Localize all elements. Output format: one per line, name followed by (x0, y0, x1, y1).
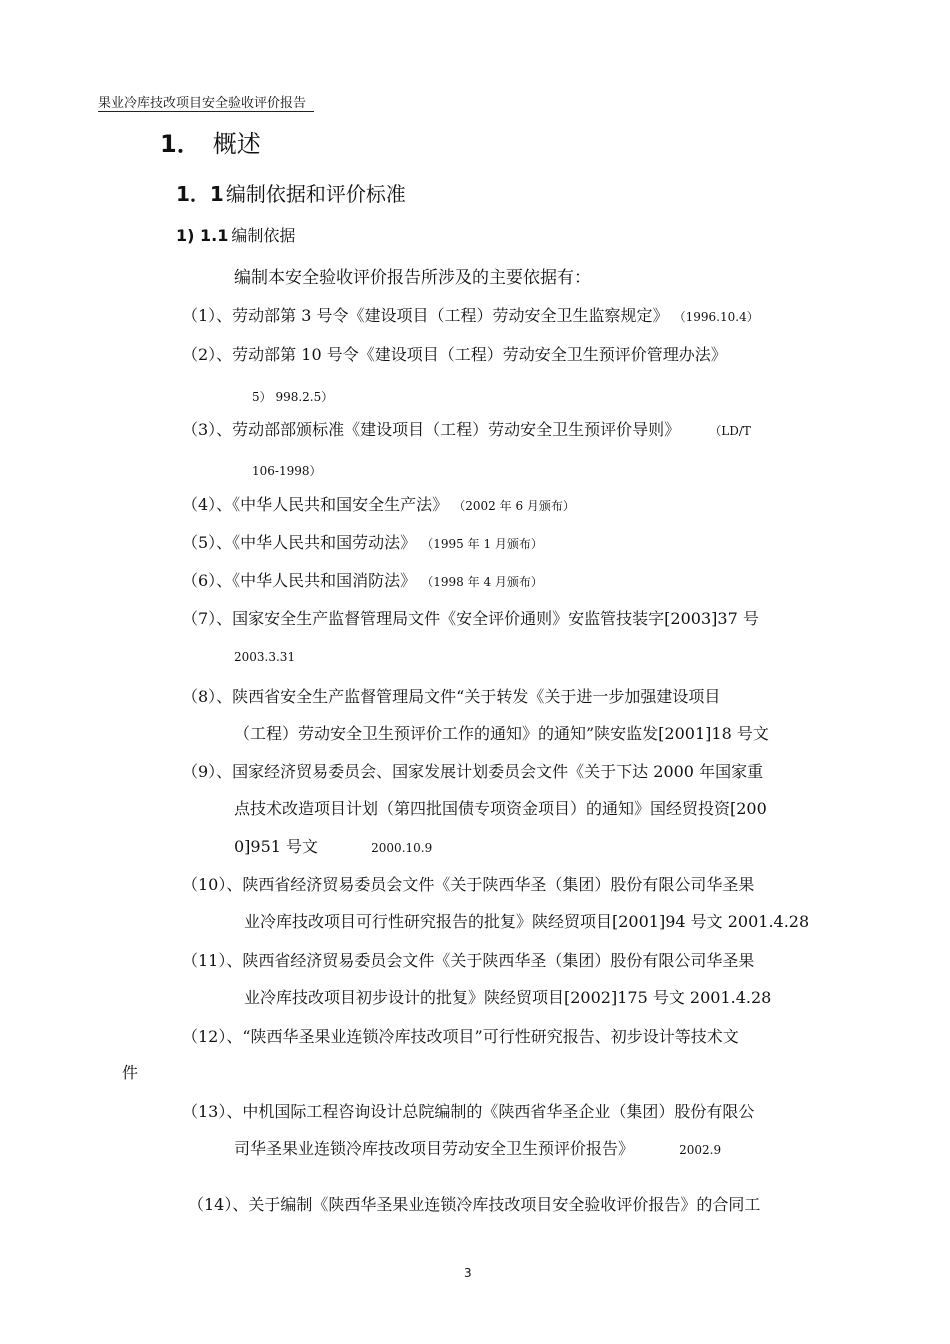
reference-continuation: 2003.3.31 (234, 650, 296, 664)
reference-continuation: 件 (122, 1063, 139, 1082)
heading-title: 编制依据 (231, 226, 296, 245)
reference-continuation: 106-1998） (252, 464, 322, 478)
reference-text: （5）、《中华人民共和国劳动法》 (182, 533, 417, 552)
heading-number: 1． (160, 130, 201, 158)
reference-item (182, 568, 543, 591)
reference-continuation: 点技术改造项目计划（第四批国债专项资金项目）的通知》国经贸投资[200 (234, 799, 767, 818)
reference-item (182, 303, 759, 326)
heading-number: 1) 1.1 (176, 226, 229, 245)
reference-item (182, 530, 543, 553)
reference-text: （1）、劳动部第 3 号令《建设项目（工程）劳动安全卫生监察规定》 (182, 306, 669, 325)
reference-text: （4）、《中华人民共和国安全生产法》 (182, 495, 449, 514)
reference-continuation (234, 1136, 721, 1159)
running-header: 果业冷库技改项目安全验收评价报告 (98, 96, 314, 112)
heading-title: 概述 (212, 130, 261, 158)
reference-date: 2000.10.9 (371, 841, 433, 855)
heading-title: 编制依据和评价标准 (225, 182, 406, 206)
reference-date: （1996.10.4） (673, 310, 759, 324)
reference-date: 2002.9 (679, 1143, 722, 1157)
reference-continuation: 业冷库技改项目初步设计的批复》陕经贸项目[2002]175 号文 2001.4.28 (244, 988, 772, 1007)
reference-item: （13）、中机国际工程咨询设计总院编制的《陕西省华圣企业（集团）股份有限公 (182, 1102, 755, 1121)
reference-date: （LD/T (709, 424, 751, 438)
reference-date: （1998 年 4 月颁布） (421, 575, 543, 589)
heading-number: 1．1 (176, 182, 224, 206)
reference-item: （11）、陕西省经济贸易委员会文件《关于陕西华圣（集团）股份有限公司华圣果 (182, 951, 755, 970)
reference-text: （6）、《中华人民共和国消防法》 (182, 571, 417, 590)
reference-item: （7）、国家安全生产监督管理局文件《安全评价通则》安监管技装字[2003]37 号 (182, 609, 759, 628)
reference-item (182, 492, 575, 515)
reference-item: （12）、“陕西华圣果业连锁冷库技改项目”可行性研究报告、初步设计等技术文 (182, 1027, 739, 1046)
reference-item: （9）、国家经济贸易委员会、国家发展计划委员会文件《关于下达 2000 年国家重 (182, 762, 764, 781)
reference-continuation: 业冷库技改项目可行性研究报告的批复》陕经贸项目[2001]94 号文 2001.4.28 (244, 912, 810, 931)
reference-item: （10）、陕西省经济贸易委员会文件《关于陕西华圣（集团）股份有限公司华圣果 (182, 875, 755, 894)
reference-date: （1995 年 1 月颁布） (421, 537, 543, 551)
reference-item (182, 417, 751, 440)
reference-date: （2002 年 6 月颁布） (453, 499, 575, 513)
reference-continuation: （工程）劳动安全卫生预评价工作的通知》的通知”陕安监发[2001]18 号文 (234, 724, 769, 743)
reference-item: （14）、关于编制《陕西华圣果业连锁冷库技改项目安全验收评价报告》的合同工 (188, 1195, 761, 1214)
reference-continuation (234, 834, 432, 857)
reference-text: 司华圣果业连锁冷库技改项目劳动安全卫生预评价报告》 (234, 1139, 635, 1158)
section-heading-1 (160, 124, 261, 159)
section-heading-1-1 (176, 178, 406, 207)
reference-continuation: 5） 998.2.5） (252, 390, 334, 404)
reference-item: （8）、陕西省安全生产监督管理局文件“关于转发《关于进一步加强建设项目 (182, 687, 721, 706)
reference-text: 0]951 号文 (234, 837, 319, 856)
intro-paragraph: 编制本安全验收评价报告所涉及的主要依据有： (234, 268, 591, 288)
page-number: 3 (464, 1266, 472, 1280)
reference-item: （2）、劳动部第 10 号令《建设项目（工程）劳动安全卫生预评价管理办法》 (182, 345, 727, 364)
reference-text: （3）、劳动部部颁标准《建设项目（工程）劳动安全卫生预评价导则》 (182, 420, 681, 439)
subsection-heading (176, 223, 295, 246)
